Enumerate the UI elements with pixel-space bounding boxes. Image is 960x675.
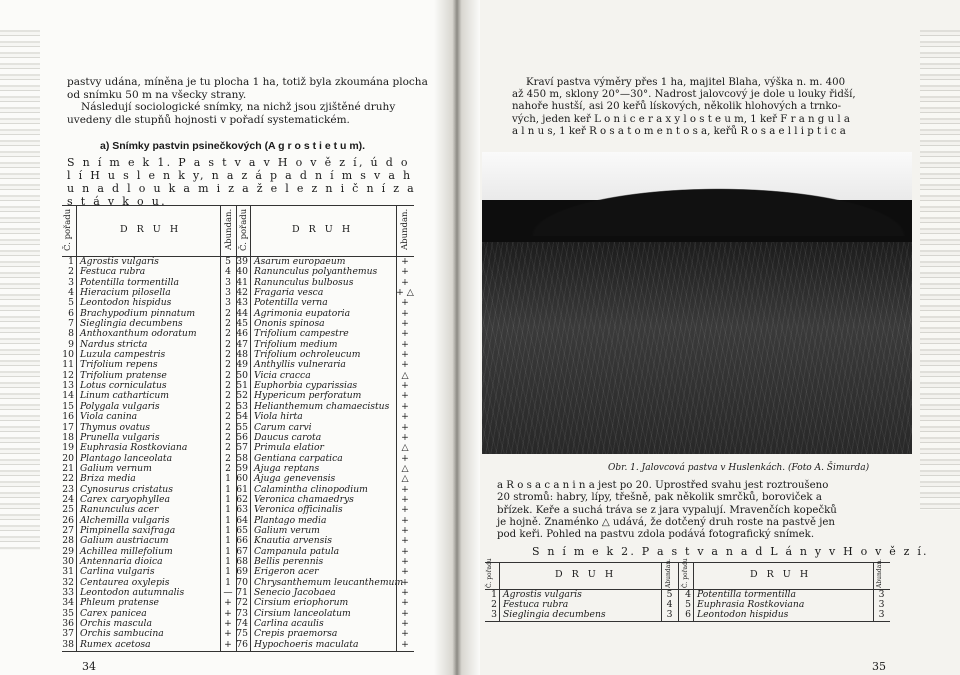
species-name: Hypericum perforatum	[254, 390, 362, 402]
abundance-value: +	[401, 421, 409, 433]
intro-line: pastvy udána, míněna je tu plocha 1 ha, totiž byla zkoumána plocha	[67, 76, 428, 88]
row-number: 46	[236, 328, 248, 340]
row-number: 69	[236, 566, 248, 578]
col-species-header: D R U H	[120, 224, 182, 235]
row-number: 5	[685, 599, 691, 611]
row-number: 64	[236, 514, 248, 526]
species-name: Briza media	[80, 473, 136, 485]
species-name: Primula elatior	[254, 442, 324, 454]
species-name: Potentilla tormentilla	[80, 276, 179, 288]
species-name: Campanula patula	[254, 545, 340, 557]
abundance-value: +	[401, 545, 409, 557]
table-body	[485, 590, 890, 621]
species-name: Achillea millefolium	[80, 545, 173, 557]
species-name: Pimpinella saxifraga	[80, 524, 176, 536]
row-number: 6	[685, 609, 691, 621]
species-name: Hieracium pilosella	[80, 287, 171, 299]
species-name: Crepis praemorsa	[254, 628, 338, 640]
photo-grass	[482, 242, 912, 454]
species-name: Galium austriacum	[80, 535, 169, 547]
row-number: 7	[68, 318, 74, 330]
intro-line: až 450 m, sklony 20°—30°. Nadrost jalovcový je dole u louky řidší,	[512, 89, 856, 101]
abundance-value: 1	[225, 483, 231, 495]
row-number: 5	[68, 297, 74, 309]
row-number: 39	[236, 256, 248, 267]
abundance-value: +	[401, 390, 409, 402]
intro-line: a l n u s, 1 keř R o s a t o m e n t o s a, keřů R o s a e l l i p t i c a	[512, 125, 846, 137]
abundance-value: +	[401, 576, 409, 588]
abundance-value: +	[401, 256, 409, 267]
species-name: Brachypodium pinnatum	[80, 307, 196, 319]
table-row	[62, 474, 414, 484]
row-number: 43	[236, 297, 248, 309]
abundance-value: 2	[225, 462, 231, 474]
species-name: Veronica chamaedrys	[254, 493, 354, 505]
row-number: 45	[236, 318, 248, 330]
abundance-value: 2	[225, 349, 231, 361]
abundance-value: +	[401, 338, 409, 350]
row-number: 41	[236, 276, 248, 288]
abundance-value: +	[401, 452, 409, 464]
row-number: 13	[62, 380, 74, 392]
para-line: 20 stromů: habry, lípy, třešně, pak několik smrčků, boroviček a	[497, 492, 822, 504]
intro-line: nahoře hustší, asi 20 keřů lískových, několik hlohových a trnko-	[512, 101, 842, 113]
species-name: Carlina acaulis	[254, 618, 324, 630]
abundance-value: 1	[225, 524, 231, 536]
row-number: 19	[62, 442, 74, 454]
species-name: Viola canina	[80, 411, 138, 423]
abundance-value: △	[401, 442, 409, 454]
species-name: Leontodon hispidus	[697, 609, 789, 621]
abundance-value: 3	[878, 599, 885, 611]
intro-line: od snímku 50 m na všecky strany.	[67, 88, 247, 101]
row-number: 25	[62, 504, 74, 516]
row-number: 66	[236, 535, 248, 547]
description-paragraph	[497, 480, 897, 541]
abundance-value: 2	[225, 411, 231, 423]
table-header	[485, 558, 890, 590]
row-number: 1	[68, 256, 74, 267]
page-number: 35	[872, 660, 886, 673]
row-number: 17	[62, 421, 74, 433]
row-number: 68	[236, 555, 248, 567]
species-name: Fragaria vesca	[254, 287, 324, 299]
row-number: 2	[491, 599, 497, 611]
species-name: Ranunculus acer	[80, 504, 159, 516]
abundance-value: 4	[225, 266, 231, 278]
col-number-header: Č. pořadu	[486, 558, 493, 588]
abundance-value: +	[401, 566, 409, 578]
abundance-value: 3	[878, 589, 885, 600]
row-number: 60	[236, 473, 248, 485]
species-name: Trifolium campestre	[254, 328, 349, 340]
abundance-value: 2	[225, 421, 231, 433]
abundance-value: 3	[225, 297, 231, 309]
row-number: 71	[236, 587, 248, 598]
abundance-value: —	[223, 587, 233, 598]
table-row	[62, 412, 414, 422]
species-table-1	[62, 205, 414, 652]
abundance-value: 5	[666, 589, 673, 600]
species-name: Leontodon hispidus	[80, 297, 172, 309]
species-name: Senecio Jacobaea	[254, 587, 336, 598]
para-line: pod keři. Pohled na pastvu zdola podává fotografický snímek.	[497, 529, 815, 541]
row-number: 70	[236, 576, 248, 588]
abundance-value: +	[401, 638, 409, 650]
photo-hill	[482, 176, 912, 236]
abundance-value: 3	[225, 276, 231, 288]
species-name: Prunella vulgaris	[80, 431, 160, 443]
species-table-2	[485, 558, 890, 622]
row-number: 67	[236, 545, 248, 557]
species-name: Polygala vulgaris	[80, 400, 160, 412]
row-number: 27	[62, 524, 74, 536]
intro-line: Kraví pastva výměry přes 1 ha, majitel Blaha, výška n. m. 400	[526, 77, 846, 88]
section-heading: a) Snímky pastvin psinečkových (A g r o s t i e t u m).	[100, 140, 366, 152]
row-number: 33	[62, 587, 74, 598]
intro-line: uvedeny dle stupňů hojnosti v pořadí systematickém.	[67, 113, 350, 126]
table-body	[62, 257, 414, 650]
abundance-value: 2	[225, 328, 231, 340]
abundance-value: 2	[225, 318, 231, 330]
abundance-value: +	[401, 307, 409, 319]
abundance-value: 2	[225, 359, 231, 371]
abundance-value: △	[401, 462, 409, 474]
species-name: Calamintha clinopodium	[254, 483, 368, 495]
row-number: 74	[236, 618, 248, 630]
row-number: 54	[236, 411, 248, 423]
row-number: 1	[491, 589, 497, 600]
col-abundance-header: Abundan.	[224, 208, 234, 250]
abundance-value: 2	[225, 380, 231, 392]
row-number: 58	[236, 452, 248, 464]
row-number: 12	[62, 369, 74, 381]
abundance-value: +	[401, 628, 409, 640]
species-name: Carum carvi	[254, 421, 312, 433]
row-number: 55	[236, 421, 248, 433]
row-number: 8	[68, 328, 74, 340]
row-number: 76	[236, 638, 248, 650]
species-name: Viola hirta	[254, 411, 303, 423]
species-name: Cynosurus cristatus	[80, 483, 173, 495]
species-name: Erigeron acer	[254, 566, 319, 578]
abundance-value: 3	[878, 609, 885, 621]
col-species-header: D R U H	[555, 569, 617, 580]
row-number: 50	[236, 369, 248, 381]
abundance-value: +	[401, 431, 409, 443]
left-page	[0, 0, 470, 675]
abundance-value: +	[401, 607, 409, 619]
row-number: 2	[68, 266, 74, 278]
row-number: 11	[62, 359, 74, 371]
species-name: Sieglingia decumbens	[503, 609, 606, 621]
row-number: 59	[236, 462, 248, 474]
abundance-value: 4	[666, 599, 673, 611]
photo-caption: Obr. 1. Jalovcová pastva v Huslenkách. (Foto A. Šimurda)	[608, 463, 870, 473]
abundance-value: 1	[225, 504, 231, 516]
page-number: 34	[82, 660, 96, 673]
row-number: 40	[236, 266, 248, 278]
species-name: Thymus ovatus	[80, 421, 151, 433]
species-name: Rumex acetosa	[80, 638, 151, 650]
col-abundance-header: Abundan.	[400, 208, 410, 250]
intro-paragraph-right	[512, 77, 912, 138]
row-number: 51	[236, 380, 248, 392]
abundance-value: 3	[666, 609, 673, 621]
pasture-photograph	[482, 152, 912, 454]
species-name: Alchemilla vulgaris	[80, 514, 170, 526]
row-number: 23	[62, 483, 74, 495]
para-line: a R o s a c a n i n a jest po 20. Uprostřed svahu jest roztroušeno	[497, 480, 829, 491]
row-number: 34	[62, 597, 74, 609]
row-number: 37	[62, 628, 74, 640]
row-number: 61	[236, 483, 248, 495]
species-name: Hypochoeris maculata	[254, 638, 359, 650]
abundance-value: +	[401, 493, 409, 505]
abundance-value: 1	[225, 555, 231, 567]
col-species-header: D R U H	[292, 224, 354, 235]
row-number: 21	[62, 462, 74, 474]
table-row	[485, 610, 890, 620]
row-number: 18	[62, 431, 74, 443]
abundance-value: +	[224, 638, 232, 650]
abundance-value: 1	[225, 545, 231, 557]
species-name: Orchis sambucina	[80, 628, 164, 640]
abundance-value: 2	[225, 452, 231, 464]
row-number: 47	[236, 338, 248, 350]
abundance-value: +	[401, 400, 409, 412]
species-name: Phleum pratense	[80, 597, 159, 609]
col-number-header: Č. pořadu	[682, 558, 689, 588]
abundance-value: +	[401, 535, 409, 547]
species-name: Ajuga genevensis	[254, 473, 336, 485]
abundance-value: 1	[225, 566, 231, 578]
species-name: Euphrasia Rostkoviana	[697, 599, 805, 611]
row-number: 26	[62, 514, 74, 526]
abundance-value: +	[401, 359, 409, 371]
row-number: 29	[62, 545, 74, 557]
species-name: Anthyllis vulneraria	[254, 359, 346, 371]
row-number: 9	[68, 338, 74, 350]
row-number: 31	[62, 566, 74, 578]
species-name: Vicia cracca	[254, 369, 311, 381]
row-number: 75	[236, 628, 248, 640]
species-name: Luzula campestris	[80, 349, 166, 361]
row-number: 73	[236, 607, 248, 619]
species-name: Nardus stricta	[80, 338, 148, 350]
row-number: 30	[62, 555, 74, 567]
species-name: Leontodon autumnalis	[80, 587, 185, 598]
abundance-value: +	[401, 318, 409, 330]
abundance-value: +	[401, 597, 409, 609]
table-row	[62, 640, 414, 650]
row-number: 15	[62, 400, 74, 412]
row-number: 28	[62, 535, 74, 547]
species-name: Daucus carota	[254, 431, 322, 443]
row-number: 57	[236, 442, 248, 454]
col-abundance-header: Abundan.	[665, 558, 672, 588]
abundance-value: +	[401, 524, 409, 536]
intro-line: Následují sociologické snímky, na nichž jsou zjištěné druhy	[81, 101, 396, 113]
intro-line: vých, jeden keř L o n i c e r a x y l o s t e u m, 1 keř F r a n g u l a	[512, 113, 850, 125]
species-name: Euphorbia cyparissias	[254, 380, 358, 392]
row-number: 6	[68, 307, 74, 319]
abundance-value: 2	[225, 338, 231, 350]
species-name: Chrysanthemum leucanthemum	[254, 576, 404, 588]
species-name: Sieglingia decumbens	[80, 318, 183, 330]
species-name: Asarum europaeum	[254, 256, 346, 267]
species-name: Antennaria dioica	[80, 555, 163, 567]
species-name: Ononis spinosa	[254, 318, 325, 330]
species-name: Orchis mascula	[80, 618, 152, 630]
row-number: 38	[62, 638, 74, 650]
species-name: Plantago lanceolata	[80, 452, 173, 464]
abundance-value: 2	[225, 369, 231, 381]
row-number: 53	[236, 400, 248, 412]
snimek-1-title: S n í m e k 1. P a s t v a v H o v ě z í, ú d o l í H u s l e n k y, n a z á p a d n í m s v a h u n a d l o u k a m i z a ž e l e z n i č n í z a s t á v k o u.	[67, 156, 416, 208]
row-number: 10	[62, 349, 74, 361]
row-number: 62	[236, 493, 248, 505]
abundance-value: 1	[225, 514, 231, 526]
col-abundance-header: Abundan.	[876, 558, 883, 588]
table-row	[62, 443, 414, 453]
abundance-value: +	[401, 297, 409, 309]
scan-edge	[920, 30, 960, 510]
row-number: 72	[236, 597, 248, 609]
species-name: Trifolium medium	[254, 338, 338, 350]
scan-edge	[0, 30, 40, 550]
species-name: Agrimonia eupatoria	[254, 307, 351, 319]
abundance-value: 2	[225, 431, 231, 443]
row-number: 65	[236, 524, 248, 536]
row-number: 48	[236, 349, 248, 361]
abundance-value: +	[401, 587, 409, 598]
species-name: Anthoxanthum odoratum	[80, 328, 197, 340]
abundance-value: 2	[225, 307, 231, 319]
para-line: je hojně. Znaménko △ udává, že dotčený druh roste na pastvě jen	[497, 516, 835, 528]
species-name: Linum catharticum	[80, 390, 170, 402]
col-number-header: Č. pořadu	[239, 208, 249, 251]
row-number: 36	[62, 618, 74, 630]
species-name: Gentiana carpatica	[254, 452, 343, 464]
row-number: 3	[68, 276, 74, 288]
abundance-value: 3	[225, 287, 231, 299]
row-number: 20	[62, 452, 74, 464]
abundance-value: △	[401, 369, 409, 381]
abundance-value: +	[401, 380, 409, 392]
abundance-value: +	[401, 514, 409, 526]
species-name: Centaurea oxylepis	[80, 576, 170, 588]
intro-paragraph-left	[67, 76, 428, 126]
abundance-value: 2	[225, 390, 231, 402]
abundance-value: +	[401, 349, 409, 361]
abundance-value: +	[224, 618, 232, 630]
abundance-value: +	[401, 618, 409, 630]
abundance-value: 2	[225, 400, 231, 412]
species-name: Carex panicea	[80, 607, 147, 619]
species-name: Festuca rubra	[80, 266, 146, 278]
abundance-value: +	[401, 411, 409, 423]
species-name: Ranunculus polyanthemus	[254, 266, 378, 278]
row-number: 14	[62, 390, 74, 402]
para-line: břízek. Keře a suchá tráva se z jara vypalují. Mravenčích kopečků	[497, 504, 837, 516]
row-number: 22	[62, 473, 74, 485]
species-name: Agrostis vulgaris	[503, 589, 582, 600]
abundance-value: +	[224, 607, 232, 619]
species-name: Helianthemum chamaecistus	[254, 400, 390, 412]
abundance-value: +	[401, 266, 409, 278]
species-name: Galium verum	[254, 524, 320, 536]
row-number: 4	[68, 287, 74, 299]
row-number: 49	[236, 359, 248, 371]
species-name: Veronica officinalis	[254, 504, 343, 516]
row-number: 24	[62, 493, 74, 505]
species-name: Potentilla tormentilla	[697, 589, 796, 600]
species-name: Plantago media	[254, 514, 327, 526]
abundance-value: 1	[225, 535, 231, 547]
species-name: Potentilla verna	[254, 297, 328, 309]
species-name: Euphrasia Rostkoviana	[80, 442, 188, 454]
species-name: Trifolium repens	[80, 359, 158, 371]
table-header	[62, 206, 414, 257]
abundance-value: 5	[225, 256, 231, 267]
species-name: Cirsium lanceolatum	[254, 607, 351, 619]
abundance-value: 1	[225, 493, 231, 505]
abundance-value: 2	[225, 442, 231, 454]
row-number: 3	[491, 609, 497, 621]
species-name: Bellis perennis	[254, 555, 324, 567]
col-species-header: D R U H	[750, 569, 812, 580]
species-name: Ranunculus bulbosus	[254, 276, 354, 288]
species-name: Agrostis vulgaris	[80, 256, 159, 267]
species-name: Cirsium eriophorum	[254, 597, 349, 609]
row-number: 32	[62, 576, 74, 588]
row-number: 35	[62, 607, 74, 619]
species-name: Lotus corniculatus	[80, 380, 167, 392]
abundance-value: +	[401, 504, 409, 516]
col-number-header: Č. pořadu	[63, 208, 73, 251]
species-name: Knautia arvensis	[254, 535, 332, 547]
species-name: Galium vernum	[80, 462, 152, 474]
snimek-2-title: S n í m e k 2. P a s t v a n a d L á n y v H o v ě z í.	[532, 545, 929, 558]
abundance-value: +	[401, 328, 409, 340]
abundance-value: +	[224, 628, 232, 640]
abundance-value: △	[401, 473, 409, 485]
abundance-value: +	[401, 483, 409, 495]
species-name: Festuca rubra	[503, 599, 569, 611]
abundance-value: 1	[225, 576, 231, 588]
abundance-value: + △	[396, 287, 414, 299]
species-name: Trifolium pratense	[80, 369, 167, 381]
row-number: 63	[236, 504, 248, 516]
species-name: Ajuga reptans	[254, 462, 320, 474]
row-number: 56	[236, 431, 248, 443]
abundance-value: +	[401, 276, 409, 288]
row-number: 44	[236, 307, 248, 319]
abundance-value: 1	[225, 473, 231, 485]
abundance-value: +	[224, 597, 232, 609]
species-name: Trifolium ochroleucum	[254, 349, 361, 361]
row-number: 16	[62, 411, 74, 423]
row-number: 52	[236, 390, 248, 402]
species-name: Carlina vulgaris	[80, 566, 155, 578]
abundance-value: +	[401, 555, 409, 567]
species-name: Carex caryophyllea	[80, 493, 170, 505]
row-number: 4	[685, 589, 691, 600]
row-number: 42	[236, 287, 248, 299]
